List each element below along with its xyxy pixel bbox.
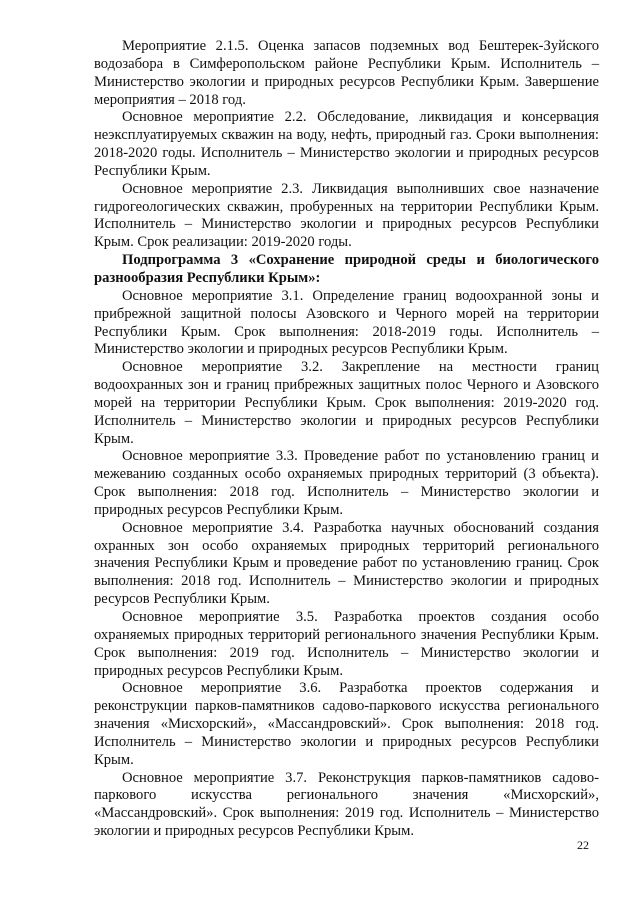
paragraph-measure-3-1: Основное мероприятие 3.1. Определение границ водоохранной зоны и прибрежной защитной полосы Азовского и Черного морей на территории Республики Крым. Срок выполнения: 2018-2019 годы. Исполнитель – Министерство экологии и природных ресурсов Республики Крым. <box>94 287 599 358</box>
paragraph-measure-3-2: Основное мероприятие 3.2. Закрепление на местности границ водоохранных зон и границ прибрежных защитных полос Черного и Азовского морей на территории Республики Крым. Срок выполнения: 2019-2020 год. Исполнитель – Министерство экологии и природных ресурсов Республики Крым. <box>94 359 599 447</box>
subprogram-3-heading: Подпрограмма 3 «Сохранение природной среды и биологического разнообразия Республики Крым»: <box>94 252 599 286</box>
paragraph-measure-3-4: Основное мероприятие 3.4. Разработка научных обоснований создания охранных зон особо охраняемых природных территорий регионального значения Республики Крым и проведение работ по установлению границ. Срок выполнения: 2018 год. Исполнитель – Министерство экологии и природных ресурсов Республики Крым. <box>94 519 599 608</box>
paragraph-measure-2-3: Основное мероприятие 2.3. Ликвидация выполнивших свое назначение гидрогеологических скважин, пробуренных на территории Республики Крым. Исполнитель – Министерство экологии и природных ресурсов Республики Крым. Срок реализации: 2019-2020 годы. <box>94 180 599 251</box>
paragraph-measure-2-1-5: Мероприятие 2.1.5. Оценка запасов подземных вод Бештерек-Зуйского водозабора в Симферопольском районе Республики Крым. Исполнитель – Министерство экологии и природных ресурсов Республики Крым. Завершение мероприятия – 2018 год. <box>94 38 599 108</box>
page-number: 22 <box>577 838 589 852</box>
paragraph-measure-3-6: Основное мероприятие 3.6. Разработка проектов содержания и реконструкции парков-памятников садово-паркового искусства регионального значения «Мисхорский», «Массандровский». Срок выполнения: 2018 год. Исполнитель – Министерство экологии и природных ресурсов Республики Крым. <box>94 680 599 768</box>
paragraph-measure-3-3: Основное мероприятие 3.3. Проведение работ по установлению границ и межеванию созданных особо охраняемых природных территорий (3 объекта). Срок выполнения: 2018 год. Исполнитель – Министерство экологии и природных ресурсов Республики Крым. <box>94 448 599 518</box>
document-page <box>94 38 599 841</box>
paragraph-measure-2-2: Основное мероприятие 2.2. Обследование, ликвидация и консервация неэксплуатируемых скважин на воду, нефть, природный газ. Сроки выполнения: 2018-2020 годы. Исполнитель – Министерство экологии и природных ресурсов Республики Крым. <box>94 109 599 179</box>
paragraph-measure-3-7: Основное мероприятие 3.7. Реконструкция парков-памятников садово-паркового искусства регионального значения «Мисхорский», «Массандровский». Срок выполнения: 2019 год. Исполнитель – Министерство экологии и природных ресурсов Республики Крым. <box>94 769 599 840</box>
paragraph-measure-3-5: Основное мероприятие 3.5. Разработка проектов создания особо охраняемых природных территорий регионального значения Республики Крым. Срок выполнения: 2019 год. Исполнитель – Министерство экологии и природных ресурсов Республики Крым. <box>94 609 599 679</box>
